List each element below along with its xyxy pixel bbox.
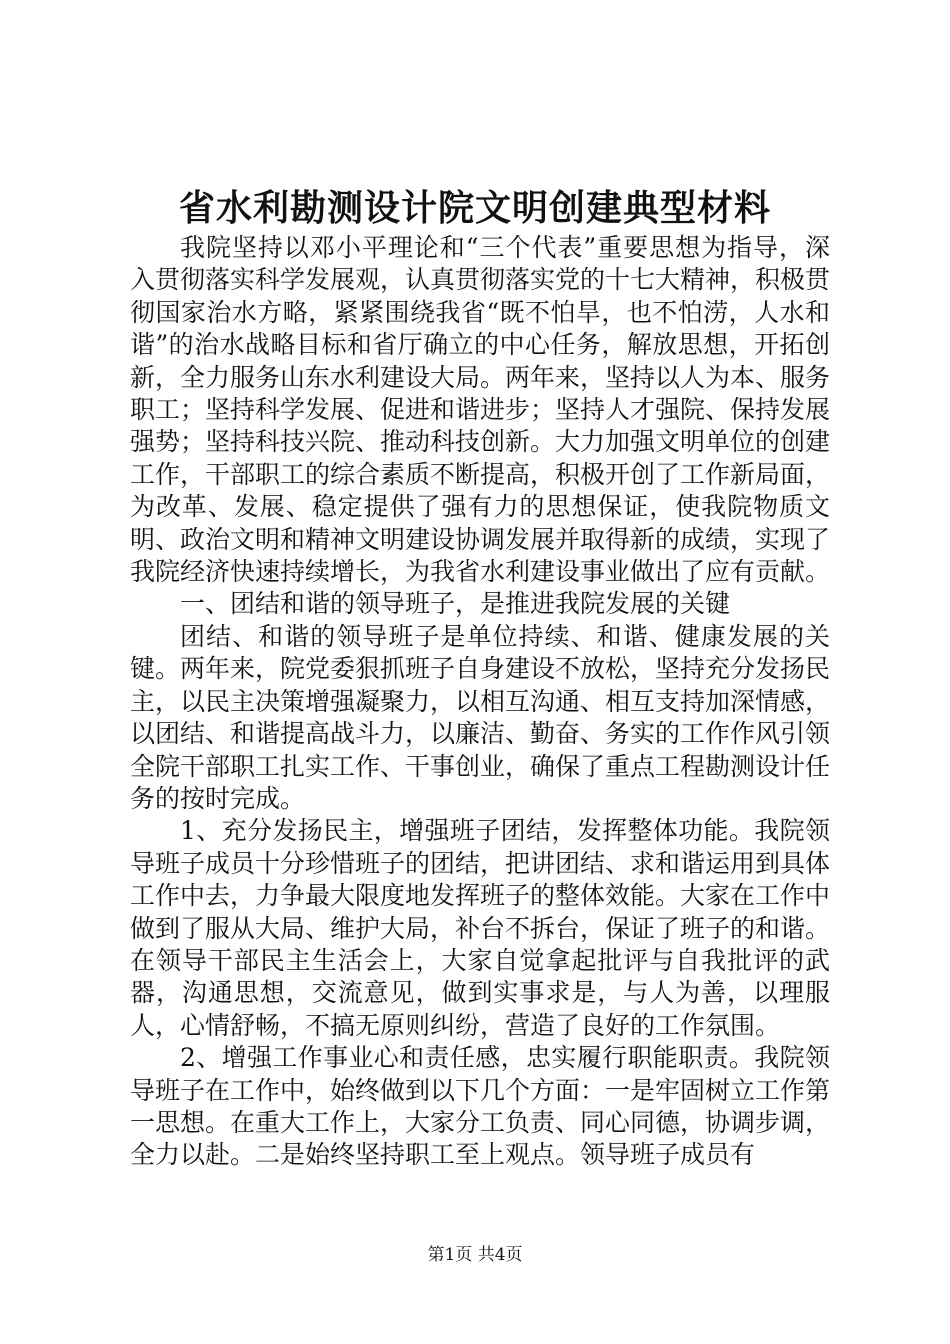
document-body [130, 232, 830, 1172]
item-2-paragraph: 2、增强工作事业心和责任感，忠实履行职能职责。我院领导班子在工作中，始终做到以下几个方面：一是牢固树立工作第一思想。在重大工作上，大家分工负责、同心同德，协调步调，全力以赴。二是始终坚持职工至上观点。领导班子成员有 [130, 1043, 831, 1170]
document-title: 省水利勘测设计院文明创建典型材料 [178, 187, 771, 229]
section-1-paragraph: 团结、和谐的领导班子是单位持续、和谐、健康发展的关键。两年来，院党委狠抓班子自身建设不放松，坚持充分发扬民主，以民主决策增强凝聚力，以相互沟通、相互支持加深情感，以团结、和谐提高战斗力，以廉洁、勤奋、务实的工作作风引领全院干部职工扎实工作、干事创业，确保了重点工程勘测设计任务的按时完成。 [130, 621, 831, 813]
section-heading-1: 一、团结和谐的领导班子，是推进我院发展的关键 [180, 589, 731, 619]
item-1-paragraph: 1、充分发扬民主，增强班子团结，发挥整体功能。我院领导班子成员十分珍惜班子的团结，把讲团结、求和谐运用到具体工作中去，力争最大限度地发挥班子的整体效能。大家在工作中做到了服从大局、维护大局，补台不拆台，保证了班子的和谐。在领导干部民主生活会上，大家自觉拿起批评与自我批评的武器，沟通思想，交流意见，做到实事求是，与人为善，以理服人，心情舒畅，不搞无原则纠纷，营造了良好的工作氛围。 [130, 816, 831, 1040]
intro-paragraph: 我院坚持以邓小平理论和“三个代表”重要思想为指导，深入贯彻落实科学发展观，认真贯彻落实党的十七大精神，积极贯彻国家治水方略，紧紧围绕我省“既不怕旱，也不怕涝，人水和谐”的治水战略目标和省厅确立的中心任务，解放思想，开拓创新，全力服务山东水利建设大局。两年来，坚持以人为本、服务职工；坚持科学发展、促进和谐进步；坚持人才强院、保持发展强势；坚持科技兴院、推动科技创新。大力加强文明单位的创建工作，干部职工的综合素质不断提高，积极开创了工作新局面，为改革、发展、稳定提供了强有力的思想保证，使我院物质文明、政治文明和精神文明建设协调发展并取得新的成绩，实现了我院经济快速持续增长，为我省水利建设事业做出了应有贡献。 [130, 233, 831, 587]
page-number-footer: 第1页 共4页 [427, 1245, 523, 1265]
